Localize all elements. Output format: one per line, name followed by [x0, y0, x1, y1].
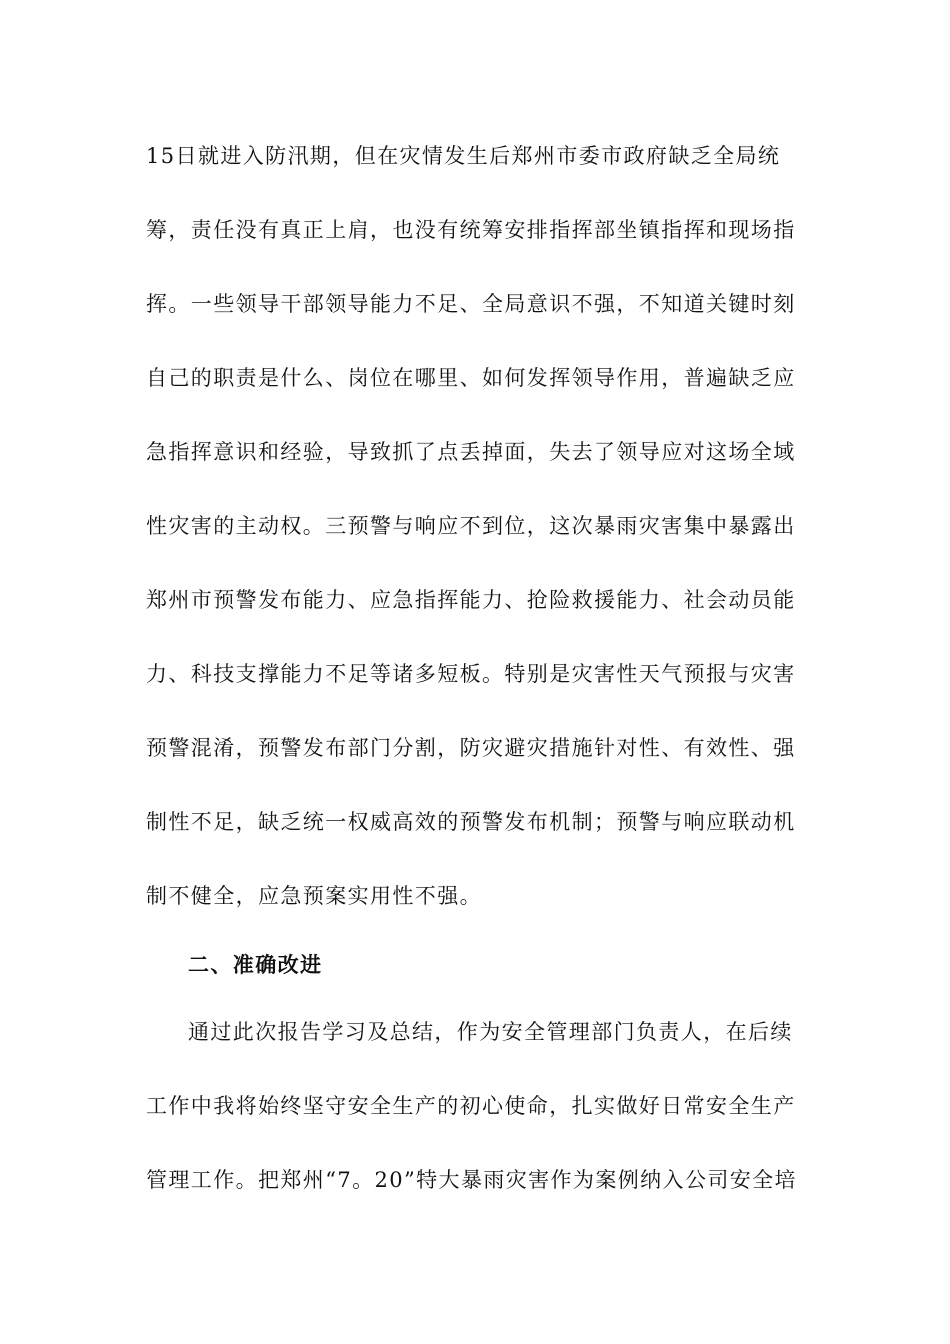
- paragraph-line: 15日就进入防汛期，但在灾情发生后郑州市委市政府缺乏全局统: [146, 144, 781, 168]
- section-heading: 二、准确改进: [188, 952, 323, 977]
- paragraph-line: 性灾害的主动权。三预警与响应不到位，这次暴雨灾害集中暴露出: [146, 514, 796, 538]
- paragraph-line: 筹，责任没有真正上肩，也没有统筹安排指挥部坐镇指挥和现场指: [146, 218, 796, 242]
- paragraph-line: 急指挥意识和经验，导致抓了点丢掉面，失去了领导应对这场全域: [146, 440, 796, 464]
- paragraph-line: 管理工作。把郑州“7。20”特大暴雨灾害作为案例纳入公司安全培: [146, 1168, 797, 1192]
- paragraph-line: 制性不足，缺乏统一权威高效的预警发布机制；预警与响应联动机: [146, 810, 796, 834]
- paragraph-line: 预警混淆，预警发布部门分割，防灾避灾措施针对性、有效性、强: [146, 736, 796, 760]
- paragraph-line: 通过此次报告学习及总结，作为安全管理部门负责人，在后续: [188, 1020, 793, 1044]
- paragraph-line: 制不健全，应急预案实用性不强。: [146, 884, 482, 908]
- paragraph-line: 郑州市预警发布能力、应急指挥能力、抢险救援能力、社会动员能: [146, 588, 796, 612]
- paragraph-line: 力、科技支撑能力不足等诸多短板。特别是灾害性天气预报与灾害: [146, 662, 796, 686]
- paragraph-line: 挥。一些领导干部领导能力不足、全局意识不强，不知道关键时刻: [146, 292, 796, 316]
- paragraph-line: 工作中我将始终坚守安全生产的初心使命，扎实做好日常安全生产: [146, 1094, 796, 1118]
- paragraph-line: 自己的职责是什么、岗位在哪里、如何发挥领导作用，普遍缺乏应: [146, 366, 796, 390]
